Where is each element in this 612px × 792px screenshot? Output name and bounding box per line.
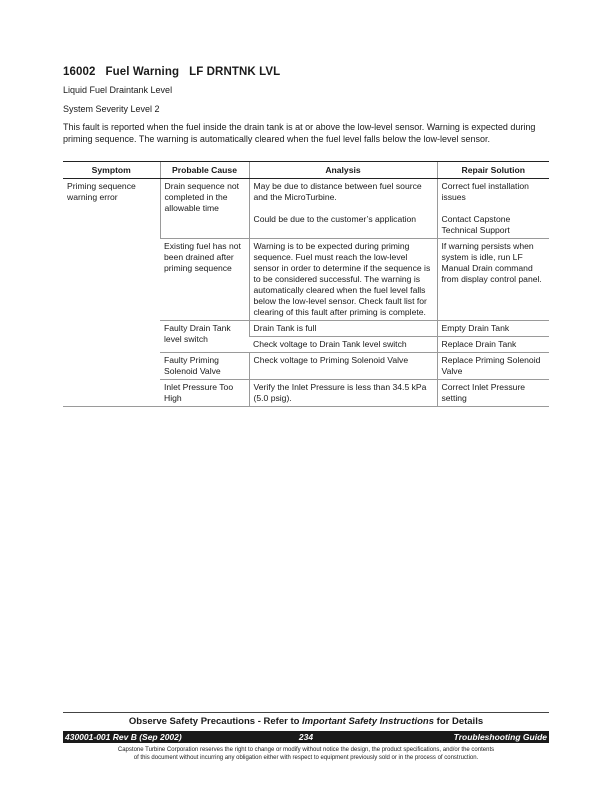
analysis-cell: Drain Tank is full — [249, 321, 437, 337]
severity-level: System Severity Level 2 — [63, 104, 160, 114]
fault-code: 16002 — [63, 66, 96, 78]
fault-description: This fault is reported when the fuel inside the drain tank is at or above the low-level sensor. Warning is expected during priming sequence. The warning is automatically cleared when the fuel level falls below the low-level sensor. — [63, 122, 536, 144]
analysis-cell: Check voltage to Drain Tank level switch — [249, 337, 437, 353]
analysis-text: Could be due to the customer’s application — [253, 214, 417, 224]
precaution-text: Observe Safety Precautions - Refer to — [128, 716, 303, 727]
repair-cell — [437, 179, 549, 239]
cause-cell: Drain sequence not completed in the allowable time — [160, 179, 249, 239]
page-content — [63, 66, 549, 407]
repair-cell: Replace Priming Solenoid Valve — [437, 353, 549, 380]
troubleshooting-table — [63, 161, 549, 407]
repair-text: Correct fuel installation issues — [441, 181, 529, 202]
repair-cell: If warning persists when system is idle, run LF Manual Drain command from display control panel. — [437, 239, 549, 321]
header-probable-cause: Probable Cause — [160, 162, 249, 179]
precaution-suffix: for Details — [434, 716, 484, 727]
repair-text: Contact Capstone Technical Support — [441, 214, 511, 235]
legal-line: Capstone Turbine Corporation reserves the right to change or modify without notice the design, the product specifications, and/or the contents — [117, 747, 495, 753]
analysis-cell: Check voltage to Priming Solenoid Valve — [249, 353, 437, 380]
page-number: 234 — [298, 732, 314, 742]
fault-title — [63, 66, 549, 78]
header-symptom: Symptom — [63, 162, 160, 179]
precaution-emphasis: Important Safety Instructions — [302, 716, 435, 727]
header-analysis: Analysis — [249, 162, 437, 179]
analysis-cell — [249, 179, 437, 239]
repair-cell: Correct Inlet Pressure setting — [437, 380, 549, 407]
guide-title: Troubleshooting Guide — [453, 732, 547, 742]
legal-notice — [63, 746, 549, 762]
safety-precaution — [63, 716, 549, 727]
fault-subtitle: Liquid Fuel Draintank Level — [63, 85, 173, 95]
cause-cell: Existing fuel has not been drained after priming sequence — [160, 239, 249, 321]
footer-divider — [63, 712, 549, 713]
footer-bar — [63, 731, 549, 743]
cause-cell: Faulty Drain Tank level switch — [160, 321, 249, 353]
header-repair-solution: Repair Solution — [437, 162, 549, 179]
fault-name: Fuel Warning — [105, 66, 180, 78]
analysis-cell: Verify the Inlet Pressure is less than 34.5 kPa (5.0 psig). — [249, 380, 437, 407]
cause-cell: Inlet Pressure Too High — [160, 380, 249, 407]
repair-cell: Replace Drain Tank — [437, 337, 549, 353]
analysis-text: May be due to distance between fuel source and the MicroTurbine. — [253, 181, 422, 202]
symptom-cell: Priming sequence warning error — [63, 179, 160, 407]
table-row — [63, 179, 549, 239]
table-header-row — [63, 162, 549, 179]
document-number: 430001-001 Rev B (Sep 2002) — [65, 732, 182, 742]
analysis-cell: Warning is to be expected during priming sequence. Fuel must reach the low-level sensor in order to determine if the sequence is to be considered successful. The warning is automatically cleared when the fuel level falls below the low-level sensor. Check fault list for clearing of this fault after priming is complete. — [249, 239, 437, 321]
legal-line: of this document without incurring any obligation either with respect to equipment previously sold or in the process of construction. — [133, 755, 479, 761]
cause-cell: Faulty Priming Solenoid Valve — [160, 353, 249, 380]
fault-mnemonic: LF DRNTNK LVL — [189, 66, 281, 78]
repair-cell: Empty Drain Tank — [437, 321, 549, 337]
